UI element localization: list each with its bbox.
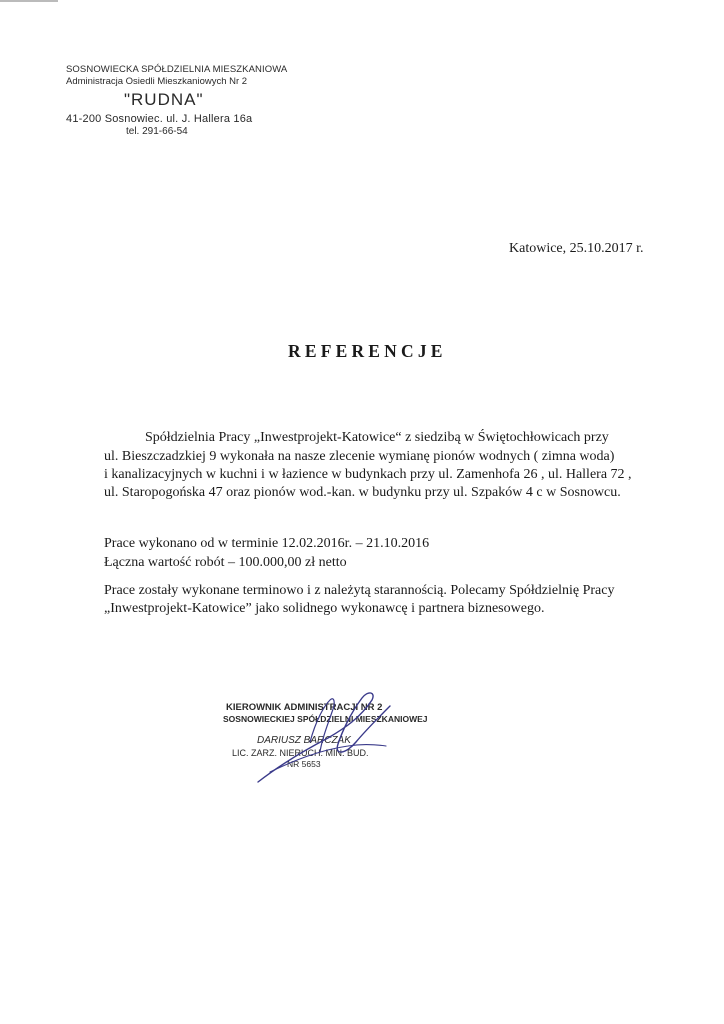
header-phone: tel. 291-66-54 (126, 126, 188, 137)
body-line: ul. Bieszczadzkiej 9 wykonała na nasze zlecenie wymianę pionów wodnych ( zimna woda) (104, 449, 615, 464)
stamp-person-name: DARIUSZ BARCZAK (257, 735, 351, 746)
document-date: Katowice, 25.10.2017 r. (509, 241, 644, 256)
header-org-name: SOSNOWIECKA SPÓŁDZIELNIA MIESZKANIOWA (66, 64, 288, 75)
body-line: ul. Staropogońska 47 oraz pionów wod.-kan. w budynku przy ul. Szpaków 4 c w Sosnowcu. (104, 485, 621, 500)
body-line: Prace wykonano od w terminie 12.02.2016r. – 21.10.2016 (104, 536, 430, 551)
stamp-license-number: NR 5653 (287, 759, 321, 769)
stamp-organization: SOSNOWIECKIEJ SPÓŁDZIELNI MIESZKANIOWEJ (223, 714, 428, 724)
body-line: i kanalizacyjnych w kuchni i w łazience w budynkach przy ul. Zamenhofa 26 , ul. Hallera 72 , (104, 467, 632, 482)
header-address: 41-200 Sosnowiec. ul. J. Hallera 16a (66, 113, 253, 125)
header-estate-name: "RUDNA" (124, 90, 204, 109)
body-line: Prace zostały wykonane terminowo i z należytą starannością. Polecamy Spółdzielnię Pracy (104, 583, 615, 598)
header-admin-name: Administracja Osiedli Mieszkaniowych Nr 2 (66, 76, 248, 87)
body-line: „Inwestprojekt-Katowice” jako solidnego wykonawcę i partnera biznesowego. (104, 601, 545, 616)
stamp-license: LIC. ZARZ. NIERUCH. MIN. BUD. (232, 748, 369, 758)
body-line: Łączna wartość robót – 100.000,00 zł netto (104, 555, 347, 570)
scan-edge-line (0, 0, 58, 2)
body-line: Spółdzielnia Pracy „Inwestprojekt-Katowice“ z siedzibą w Świętochłowicach przy (145, 430, 609, 445)
stamp-title: KIEROWNIK ADMINISTRACJI NR 2 (226, 702, 383, 713)
handwritten-signature (250, 680, 400, 790)
document-title: REFERENCJE (288, 341, 447, 361)
